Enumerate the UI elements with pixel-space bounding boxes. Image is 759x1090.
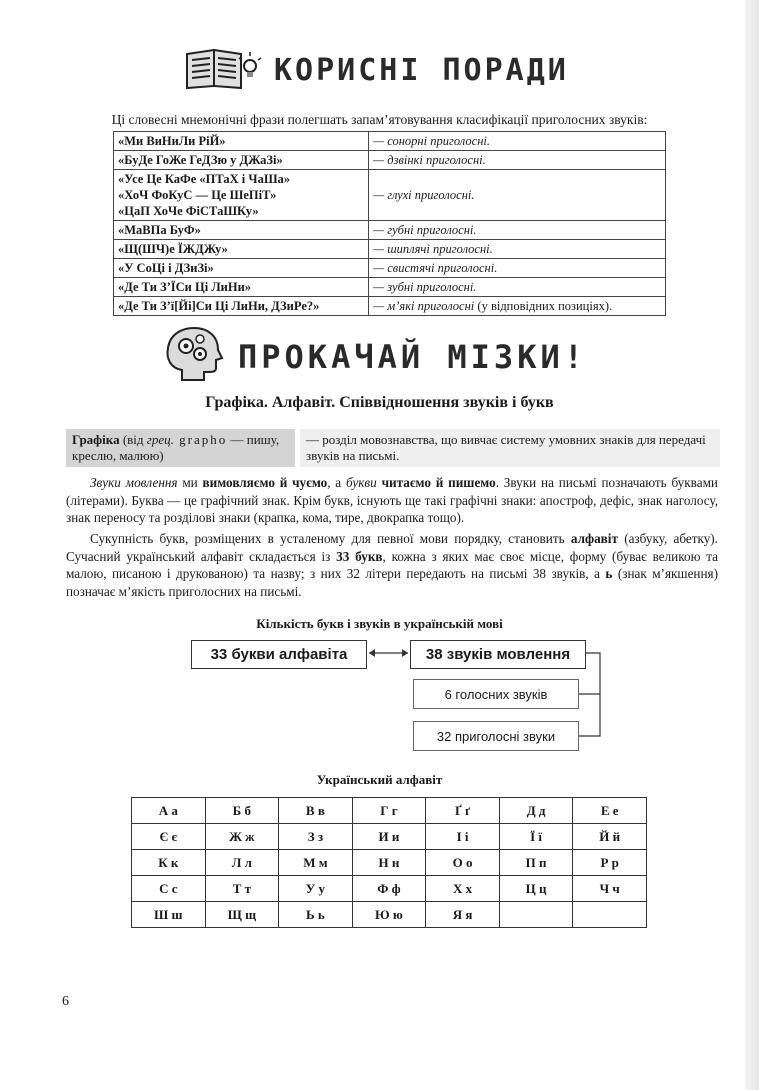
- phrase-description-text: — губні приголосні.: [373, 223, 477, 237]
- p2-seg: (азбуку, абетку). Сучасний український алфавіт складається із: [66, 531, 718, 564]
- alphabet-row: [132, 798, 647, 824]
- phrase-description-text: — свистячі приголосні.: [373, 261, 498, 275]
- alphabet-cell: О о: [426, 850, 500, 876]
- alphabet-cell: [573, 902, 647, 928]
- vowels-box: 6 голосних звуків: [413, 679, 579, 709]
- alphabet-cell: Щ щ: [205, 902, 279, 928]
- alphabet-cell: У у: [279, 876, 353, 902]
- alphabet-cell: Ф ф: [352, 876, 426, 902]
- alphabet-row: [132, 824, 647, 850]
- definition-origin-pre: (від: [119, 432, 147, 447]
- p1-seg: , а: [327, 475, 346, 490]
- alphabet-cell: К к: [132, 850, 206, 876]
- definition-origin-lang: грец.: [146, 432, 174, 447]
- alphabet-cell: Ц ц: [499, 876, 573, 902]
- phrase-description-text: — м’які приголосні: [373, 299, 475, 313]
- alphabet-cell: Р р: [573, 850, 647, 876]
- alphabet-row: [132, 876, 647, 902]
- alphabet-cell: М м: [279, 850, 353, 876]
- phrase-line: «Усе Це КаФе «ПТаХ і ЧаШа»: [118, 172, 291, 186]
- phrase-description-text: — дзвінкі приголосні.: [373, 153, 486, 167]
- phrase-description-text: — зубні приголосні.: [373, 280, 477, 294]
- definition-origin-word: grapho: [173, 432, 228, 447]
- alphabet-cell: Л л: [205, 850, 279, 876]
- alphabet-cell: С с: [132, 876, 206, 902]
- intro-text: Ці словесні мнемонічні фрази полегшать запам’ятовування класифікації приголосних звуків:: [111, 112, 648, 127]
- p1-seg: букви: [345, 475, 377, 490]
- alphabet-cell: В в: [279, 798, 353, 824]
- phrase-description-text: — сонорні приголосні.: [373, 134, 490, 148]
- phrase-line: «ЦаП ХоЧе ФіСТаШКу»: [118, 204, 259, 218]
- alphabet-cell: Н н: [352, 850, 426, 876]
- phrase-description-extra: (у відповідних позиціях).: [474, 299, 613, 313]
- phrase-line: «Де Ти З’ї[Йі]Си Ці ЛиНи, ДЗиРе?»: [118, 299, 320, 313]
- p1-seg: ми: [177, 475, 203, 490]
- alphabet-cell: [499, 902, 573, 928]
- p2-seg: Сукупність букв, розміщених в усталеному для певної мови порядку, становить: [90, 531, 571, 546]
- alphabet-cell: И и: [352, 824, 426, 850]
- alphabet-cell: Ґ ґ: [426, 798, 500, 824]
- phrase-description-text: — шиплячі приголосні.: [373, 242, 493, 256]
- p1-seg: Звуки мовлення: [90, 475, 178, 490]
- banner-title: ПРОКАЧАЙ МІЗКИ!: [238, 337, 587, 376]
- alphabet-caption: Український алфавіт: [316, 772, 443, 787]
- alphabet-cell: Д д: [499, 798, 573, 824]
- definition-text: — розділ мовознавства, що вивчає систему умовних знаків для передачі звуків на письмі.: [300, 429, 720, 467]
- banner-title: КОРИСНІ ПОРАДИ: [274, 53, 569, 88]
- page-number: 6: [62, 994, 69, 1009]
- phrase-line: «МаВПа БуФ»: [118, 223, 201, 237]
- p1-seg: читаємо й пишемо: [381, 475, 496, 490]
- alphabet-cell: З з: [279, 824, 353, 850]
- alphabet-cell: А а: [132, 798, 206, 824]
- p2-seg: алфавіт: [570, 531, 618, 546]
- alphabet-cell: І і: [426, 824, 500, 850]
- alphabet-cell: Ч ч: [573, 876, 647, 902]
- alphabet-row: [132, 902, 647, 928]
- phrase-line: «БуДе ГоЖе ГеДЗю у ДЖаЗі»: [118, 153, 283, 167]
- alphabet-cell: Ь ь: [279, 902, 353, 928]
- alphabet-cell: Я я: [426, 902, 500, 928]
- p1-seg: вимовляємо й чуємо: [202, 475, 328, 490]
- phrase-line: «Ми ВиНиЛи РіЙ»: [118, 134, 226, 148]
- phrase-line: «У СоЦі і ДЗиЗі»: [118, 261, 214, 275]
- p2-seg: ь: [605, 566, 613, 581]
- definition-origin-post: — пишу, креслю, малюю): [72, 432, 280, 463]
- p2-seg: , кожна з яких має своє місце, форму (буває великою та малою, писаною і друкованою) та назву; з них 32 літери передають на письмі 38 звуків, а: [66, 548, 718, 581]
- alphabet-cell: Б б: [205, 798, 279, 824]
- phrase-line: «Де Ти З’ЇСи Ці ЛиНи»: [118, 280, 252, 294]
- alphabet-cell: П п: [499, 850, 573, 876]
- phrase-line: «Щ(ШЧ)е ЇЖДЖу»: [118, 242, 228, 256]
- alphabet-row: [132, 850, 647, 876]
- alphabet-table: [131, 797, 647, 928]
- section-title: Графіка. Алфавіт. Співвідношення звуків і букв: [205, 394, 554, 411]
- p2-seg: 33 букв: [336, 548, 383, 564]
- consonants-box: 32 приголосні звуки: [413, 721, 579, 751]
- alphabet-cell: Е е: [573, 798, 647, 824]
- sounds-count-box: 38 звуків мовлення: [410, 640, 586, 669]
- letters-count-box: 33 букви алфавіта: [191, 640, 367, 669]
- alphabet-cell: Й й: [573, 824, 647, 850]
- phrase-line: «ХоЧ ФоКуС — Це ШеПіТ»: [118, 188, 277, 202]
- diagram-caption: Кількість букв і звуків в українській мові: [256, 616, 503, 631]
- p2-seg: (знак м’якшення) позначає м’якість приголосних на письмі.: [66, 566, 718, 599]
- alphabet-cell: Г г: [352, 798, 426, 824]
- alphabet-cell: Ї ї: [499, 824, 573, 850]
- definition-term: Графіка: [72, 432, 120, 447]
- p1-seg: . Звуки на письмі позначають буквами (літерами). Буква — це графічний знак. Крім букв, існують ще такі графічні знаки: апостроф, дефіс, знак наголосу, знак переносу та розділові знаки (крапка, кома, тире, двокрапка тощо).: [66, 475, 718, 525]
- phrase-description-text: — глухі приголосні.: [373, 188, 475, 202]
- alphabet-cell: Є є: [132, 824, 206, 850]
- alphabet-cell: Т т: [205, 876, 279, 902]
- alphabet-cell: Х х: [426, 876, 500, 902]
- alphabet-cell: Ш ш: [132, 902, 206, 928]
- alphabet-cell: Ю ю: [352, 902, 426, 928]
- alphabet-cell: Ж ж: [205, 824, 279, 850]
